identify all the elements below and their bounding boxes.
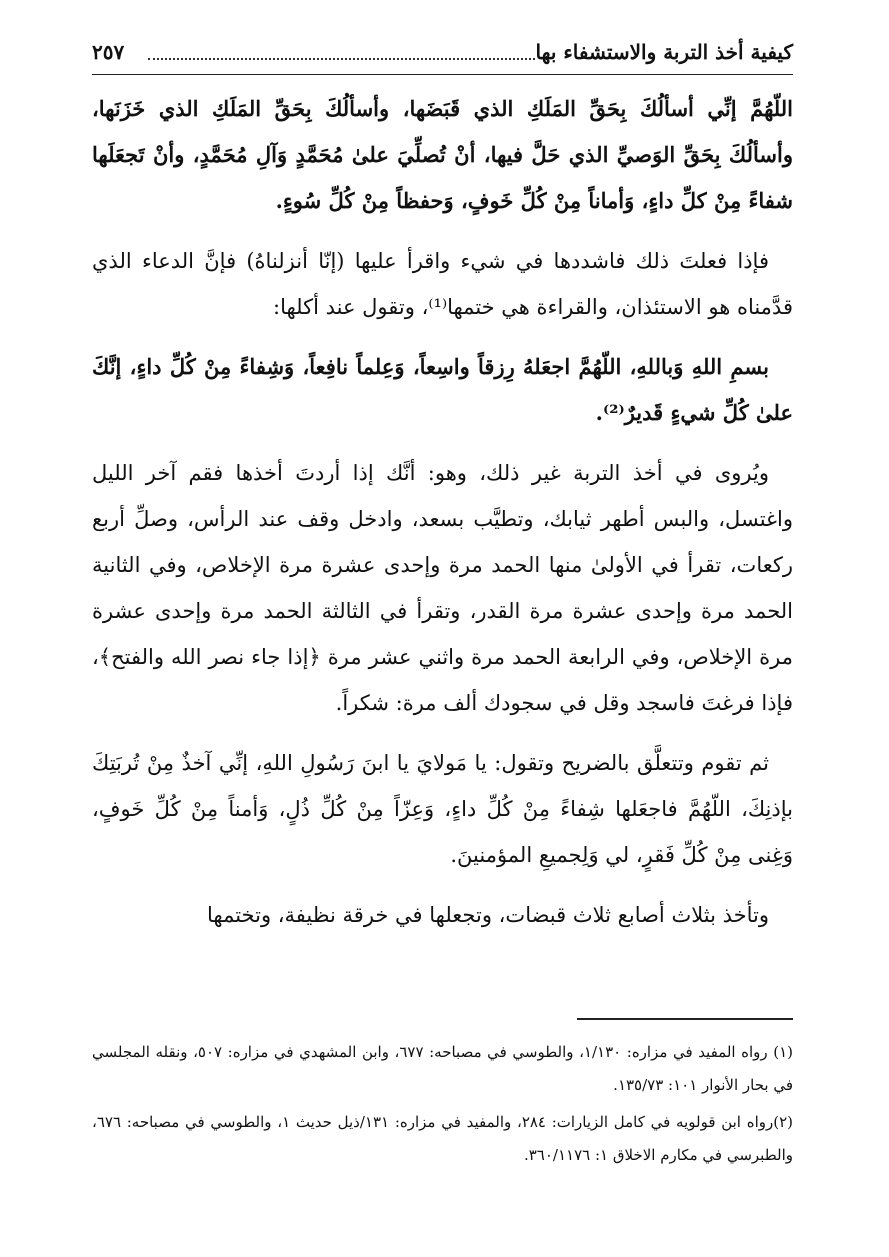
footnote: (٢)رواه ابن قولويه في كامل الزيارات: ٢٨٤، والمفيد في مزاره: ١٣١/ذيل حديث ١، والطوسي في مصباحه: ٦٧٦، والطبرسي في مكارم الاخلاق ١: ٣٦٠/١١٧٦. (92, 1113, 793, 1164)
supplication-paragraph: بسمِ اللهِ وَباللهِ، اللّهُمَّ اجعَلهُ رِزقاً واسِعاً، وَعِلماً نافِعاً، وَشِفاءً مِنْ كُلِّ داءٍ، إنَّكَ علىٰ كُلِّ شيءٍ قَديرٌ⁽²⁾. (92, 354, 793, 425)
supplication-paragraph: اللّهُمَّ إنِّي أسألُكَ بِحَقِّ المَلَكِ الذي قَبَضَها، وأسألُكَ بِحَقِّ المَلَكِ الذي خَزَنَها، وأسألُكَ بِحَقِّ الوَصيِّ الذي حَلَّ فيها، أنْ تُصلِّيَ علىٰ مُحَمَّدٍ وَآلِ مُحَمَّدٍ، وأنْ تَجعَلَها شفاءً مِنْ كلِّ داءٍ، وَأماناً مِنْ كُلِّ خَوفٍ، وَحفظاً مِنْ كُلِّ سُوءٍ. (92, 96, 793, 213)
footnote: (١) رواه المفيد في مزاره: ١/١٣٠، والطوسي في مصباحه: ٦٧٧، وابن المشهدي في مزاره: ٥٠٧، ونقله المجلسي في بحار الأنوار ١٠١: ١٣٥/٧٣. (92, 1043, 793, 1094)
page-number: ٢٥٧ (92, 40, 125, 64)
text-paragraph: ثم تقوم وتتعلَّق بالضريح وتقول: يا مَولايَ يا ابنَ رَسُولِ اللهِ، إنِّي آخذٌ مِنْ تُربَتِكَ بإذنِكَ، اللّهُمَّ فاجعَلها شِفاءً مِنْ كُلِّ داءٍ، وَعِزّاً مِنْ كُلِّ ذُلٍ، وَأمناً مِنْ كُلِّ خَوفٍ، وَغِنى مِنْ كُلِّ فَقرٍ، لي وَلِجميعِ المؤمنينَ. (92, 751, 793, 867)
running-header (92, 36, 793, 75)
text-paragraph: فإذا فعلتَ ذلك فاشددها في شيء واقرأ عليها (إنّا أنزلناهُ) فإنَّ الدعاء الذي قدَّمناه هو الاستئذان، والقراءة هي ختمها⁽¹⁾، وتقول عند أكلها: (92, 249, 793, 319)
header-leader-dots (148, 38, 535, 60)
footnotes (92, 1036, 793, 1176)
text-paragraph: ويُروى في أخذ التربة غير ذلك، وهو: أنَّك إذا أردتَ أخذها فقم آخر الليل واغتسل، والبس أطهر ثيابك، وتطيَّب بسعد، وادخل وقف عند الرأس، وصلِّ أربع ركعات، تقرأ في الأولىٰ منها الحمد مرة وإحدى عشرة مرة الإخلاص، وفي الثانية الحمد مرة وإحدى عشرة مرة القدر، وتقرأ في الثالثة الحمد مرة وإحدى عشرة مرة الإخلاص، وفي الرابعة الحمد مرة واثني عشر مرة ﴿إذا جاء نصر الله والفتح﴾، فإذا فرغتَ فاسجد وقل في سجودك ألف مرة: شكراً. (92, 461, 793, 715)
footnote-separator (577, 1018, 793, 1020)
text-paragraph: وتأخذ بثلاث أصابع ثلاث قبضات، وتجعلها في خرقة نظيفة، وتختمها (207, 903, 769, 927)
chapter-title: كيفية أخذ التربة والاستشفاء بها (535, 40, 793, 64)
main-text (92, 86, 793, 952)
